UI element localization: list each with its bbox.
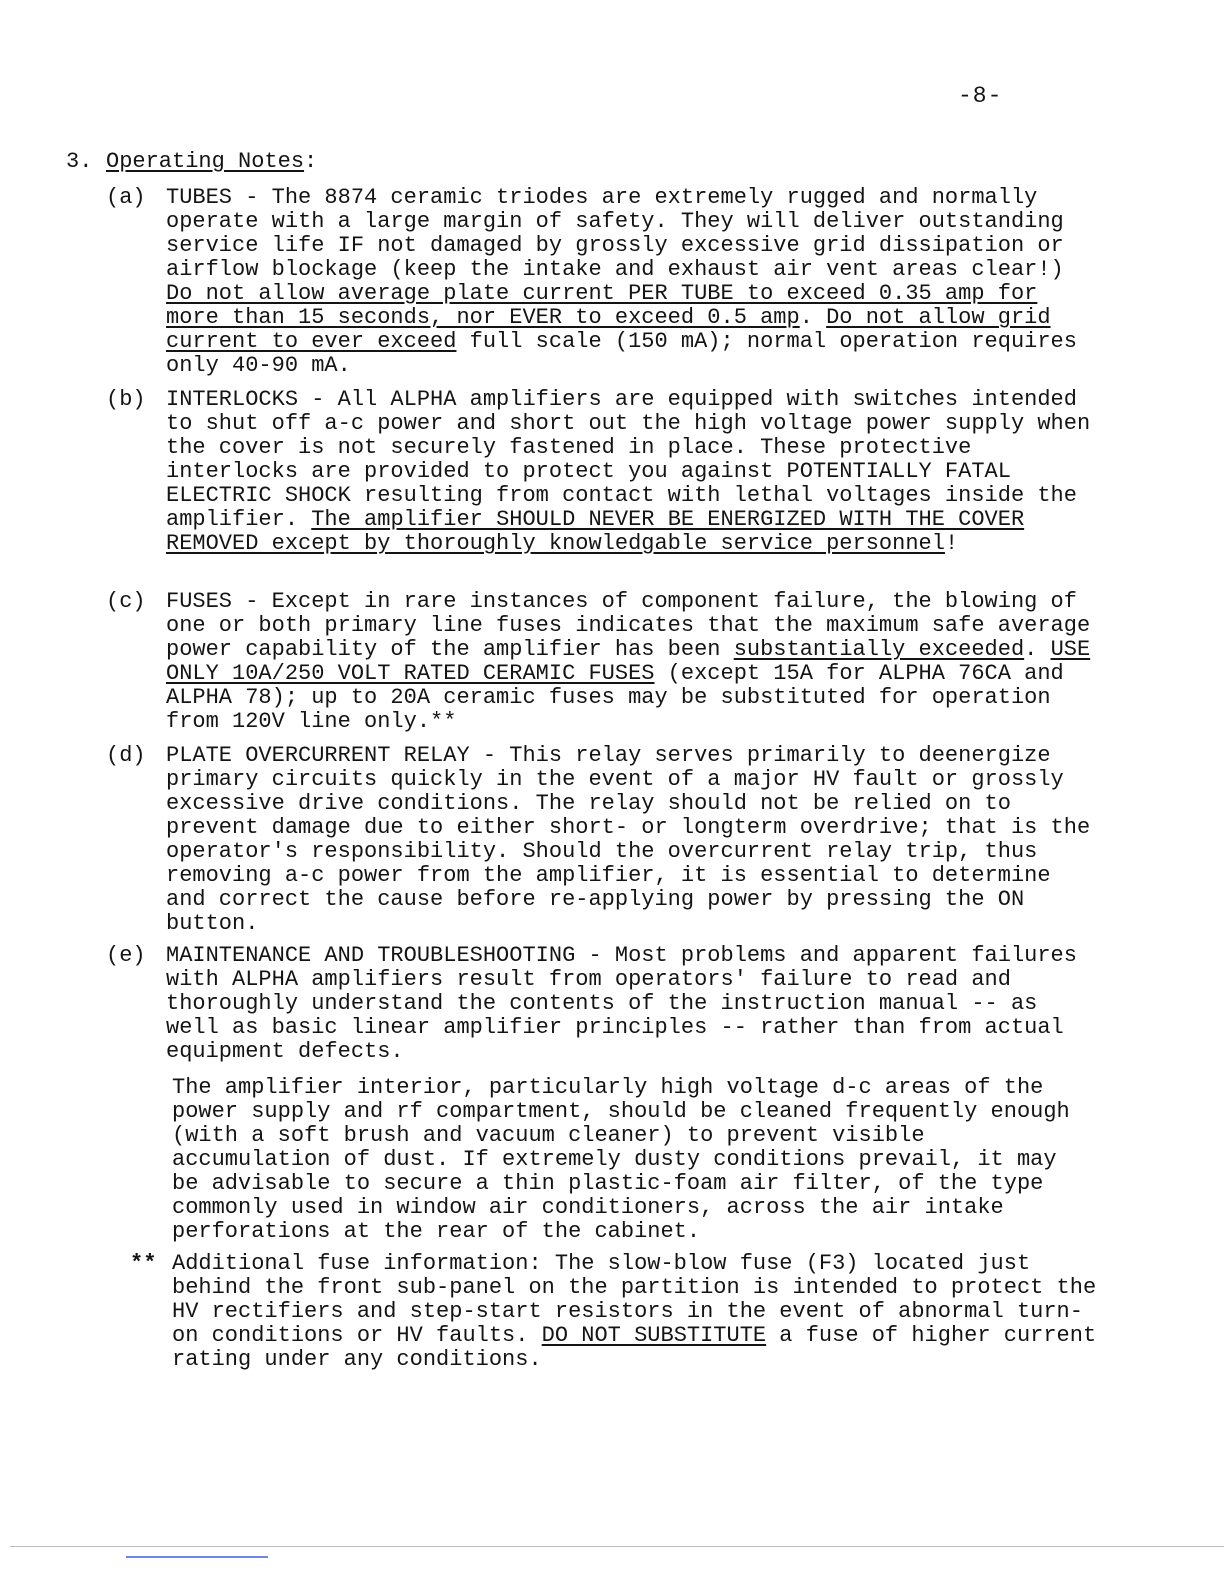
note-item-fuses <box>106 590 1096 734</box>
maintenance-paragraph: The amplifier interior, particularly high voltage d-c areas of the power supply and rf compartment, should be cleaned frequently enough (with a soft brush and vacuum cleaner) to prevent visible accumulation of dust. If extremely dusty conditions prevail, it may be advisable to secure a thin plastic-foam air filter, of the type commonly used in window air conditioners, across the air intake perforations at the rear of the cabinet. <box>172 1075 1070 1244</box>
note-item-tubes <box>106 186 1096 378</box>
item-tail: full scale (150 mA); normal operation requires only 40-90 mA. <box>166 329 1077 378</box>
item-label: (a) <box>106 185 146 210</box>
footnote <box>130 1252 1110 1372</box>
footnote-text: Additional fuse information: The slow-blow fuse (F3) located just behind the front sub-panel on the partition is intended to protect the HV rectifiers and step-start resistors in the event of abnormal turn-on conditions or HV faults. <box>172 1251 1097 1348</box>
item-body <box>166 388 1096 556</box>
operating-notes-section <box>66 150 1126 174</box>
note-item-maintenance <box>106 944 1096 1064</box>
note-item-overcurrent-relay <box>106 744 1096 936</box>
item-mid: . <box>1024 637 1051 662</box>
section-title: Operating Notes <box>106 149 305 174</box>
item-underlined-warning-2: Do not allow grid current to ever exceed <box>166 305 1051 354</box>
item-label: (b) <box>106 387 146 412</box>
page-number: -8- <box>958 83 1003 109</box>
footnote-mark: ** <box>130 1251 157 1276</box>
footnote-tail: a fuse of higher current rating under any conditions. <box>172 1323 1097 1372</box>
section-heading <box>66 150 1126 174</box>
item-text: FUSES - Except in rare instances of component failure, the blowing of one or both primary line fuses indicates that the maximum safe average power capability of the amplifier has been <box>166 589 1091 662</box>
section-title-colon: : <box>304 149 318 174</box>
item-body <box>166 590 1096 734</box>
item-underlined-warning: substantially exceeded <box>733 637 1025 662</box>
item-underlined-warning: Do not allow average plate current PER TUBE to exceed 0.35 amp for more than 15 seconds, nor EVER to exceed 0.5 amp <box>166 281 1038 330</box>
item-mid: . <box>799 305 827 330</box>
item-text: MAINTENANCE AND TROUBLESHOOTING - Most problems and apparent failures with ALPHA amplifiers result from operators' failure to read and thoroughly understand the contents of the instruction manual -- as well as basic linear amplifier principles -- rather than from actual equipment defects. <box>166 943 1077 1064</box>
item-tail: ! <box>944 531 959 556</box>
bottom-divider <box>10 1546 1224 1547</box>
item-tail: (except 15A for ALPHA 76CA and ALPHA 78); up to 20A ceramic fuses may be substituted for operation from 120V line only.** <box>166 661 1064 734</box>
item-body <box>166 744 1096 936</box>
footnote-underlined-warning: DO NOT SUBSTITUTE <box>541 1323 767 1348</box>
item-underlined-warning-2: USE ONLY 10A/250 VOLT RATED CERAMIC FUSES <box>166 637 1091 686</box>
item-underlined-warning: The amplifier SHOULD NEVER BE ENERGIZED WITH THE COVER REMOVED except by thoroughly knowledgable service personnel <box>166 507 1025 556</box>
scan-edge-mark <box>126 1556 268 1558</box>
section-number: 3. <box>66 149 93 174</box>
item-text: INTERLOCKS - All ALPHA amplifiers are equipped with switches intended to shut off a-c power and short out the high voltage power supply when the cover is not securely fastened in place. These protective interlocks are provided to protect you against POTENTIALLY FATAL ELECTRIC SHOCK resulting from contact with lethal voltages inside the amplifier. <box>166 387 1091 532</box>
item-label: (d) <box>106 743 146 768</box>
item-text: PLATE OVERCURRENT RELAY - This relay serves primarily to deenergize primary circuits quickly in the event of a major HV fault or grossly excessive drive conditions. The relay should not be relied on to prevent damage due to either short- or longterm overdrive; that is the operator's responsibility. Should the overcurrent relay trip, thus removing a-c power from the amplifier, it is essential to determine and correct the cause before re-applying power by pressing the ON button. <box>166 743 1091 936</box>
footnote-body <box>172 1252 1102 1372</box>
item-body <box>166 186 1096 378</box>
item-label: (c) <box>106 589 146 614</box>
note-item-interlocks <box>106 388 1096 556</box>
item-label: (e) <box>106 943 146 968</box>
item-text: TUBES - The 8874 ceramic triodes are extremely rugged and normally operate with a large margin of safety. They will deliver outstanding service life IF not damaged by grossly excessive grid dissipation or airflow blockage (keep the intake and exhaust air vent areas clear!) <box>166 185 1064 282</box>
item-body <box>166 944 1096 1064</box>
